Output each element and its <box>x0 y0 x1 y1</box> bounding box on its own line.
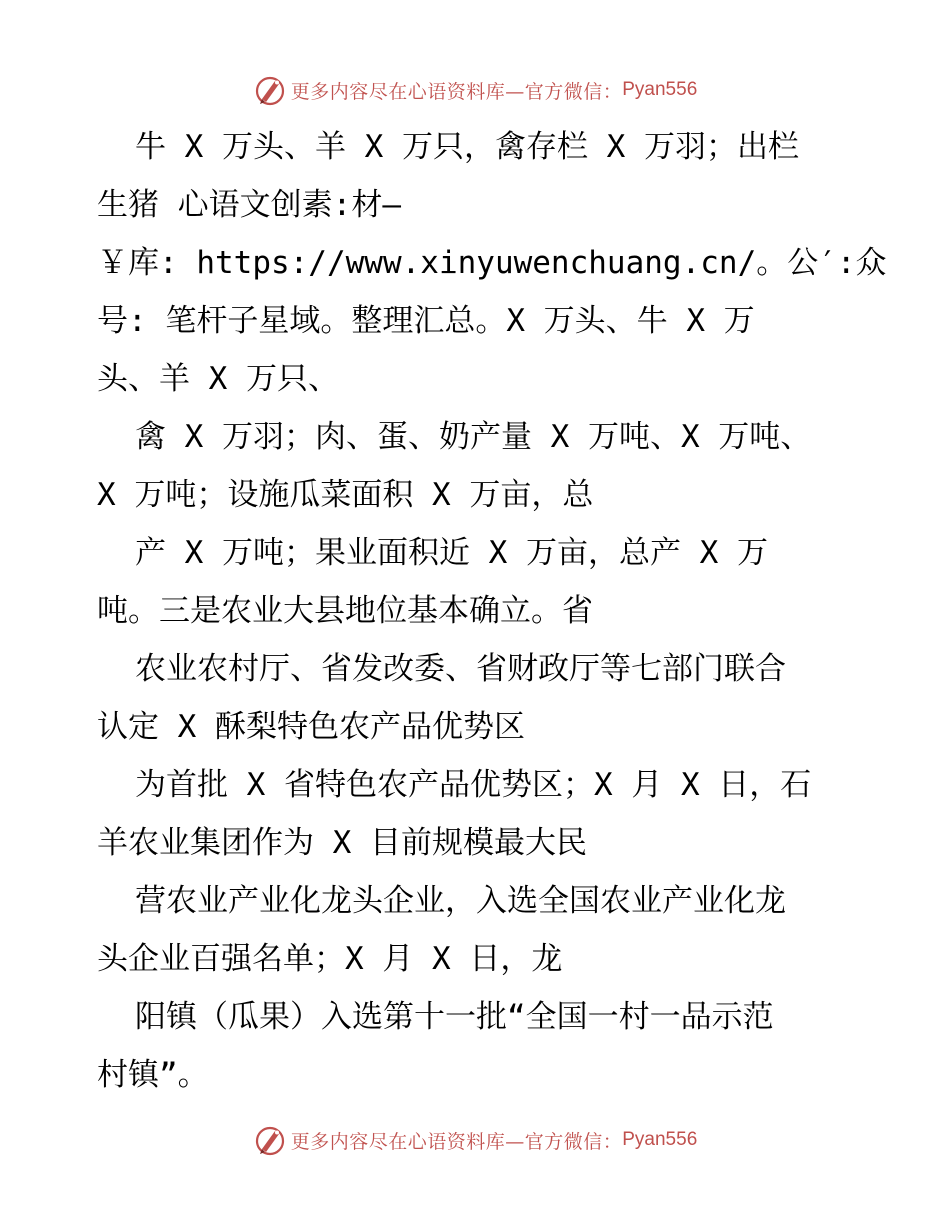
body-line: 农业农村厅、省发改委、省财政厅等七部门联合 <box>135 651 786 687</box>
pen-circle-logo-icon <box>253 73 287 107</box>
footer-watermark-handle: Pyan556 <box>622 1129 698 1150</box>
body-line: 号: 笔杆子星域。整理汇总。X 万头、牛 X 万 <box>97 303 755 339</box>
body-line: 头、羊 X 万只、 <box>97 361 339 397</box>
body-line: X 万吨；设施瓜菜面积 X 万亩，总 <box>97 477 594 513</box>
body-line: 为首批 X 省特色农产品优势区；X 月 X 日，石 <box>135 767 812 803</box>
footer-watermark-banner <box>0 1120 950 1160</box>
footer-watermark-text: 更多内容尽在心语资料库—官方微信： <box>290 1130 623 1153</box>
body-line: 村镇”。 <box>97 1057 209 1093</box>
body-line: 产 X 万吨；果业面积近 X 万亩，总产 X 万 <box>135 535 768 571</box>
pen-circle-logo-icon <box>253 1123 287 1157</box>
body-line: 禽 X 万羽；肉、蛋、奶产量 X 万吨、X 万吨、 <box>135 419 812 455</box>
body-line: 认定 X 酥梨特色农产品优势区 <box>97 709 525 745</box>
body-line: 头企业百强名单；X 月 X 日，龙 <box>97 941 563 977</box>
body-line: 牛 X 万头、羊 X 万只，禽存栏 X 万羽；出栏 <box>135 129 799 165</box>
document-body <box>97 118 887 1104</box>
body-line: 羊农业集团作为 X 目前规模最大民 <box>97 825 587 861</box>
body-line: 营农业产业化龙头企业，入选全国农业产业化龙 <box>135 883 786 919</box>
body-line: 阳镇（瓜果）入选第十一批“全国一村一品示范 <box>135 999 774 1035</box>
header-watermark-handle: Pyan556 <box>622 79 698 100</box>
body-line: 生猪 心语文创素:材— <box>97 187 401 223</box>
header-watermark-text: 更多内容尽在心语资料库—官方微信： <box>290 80 623 103</box>
body-line-url: ￥库: https://www.xinyuwenchuang.cn/。公′:众 <box>97 245 887 281</box>
header-watermark-banner <box>0 70 950 110</box>
body-line: 吨。三是农业大县地位基本确立。省 <box>97 593 593 629</box>
